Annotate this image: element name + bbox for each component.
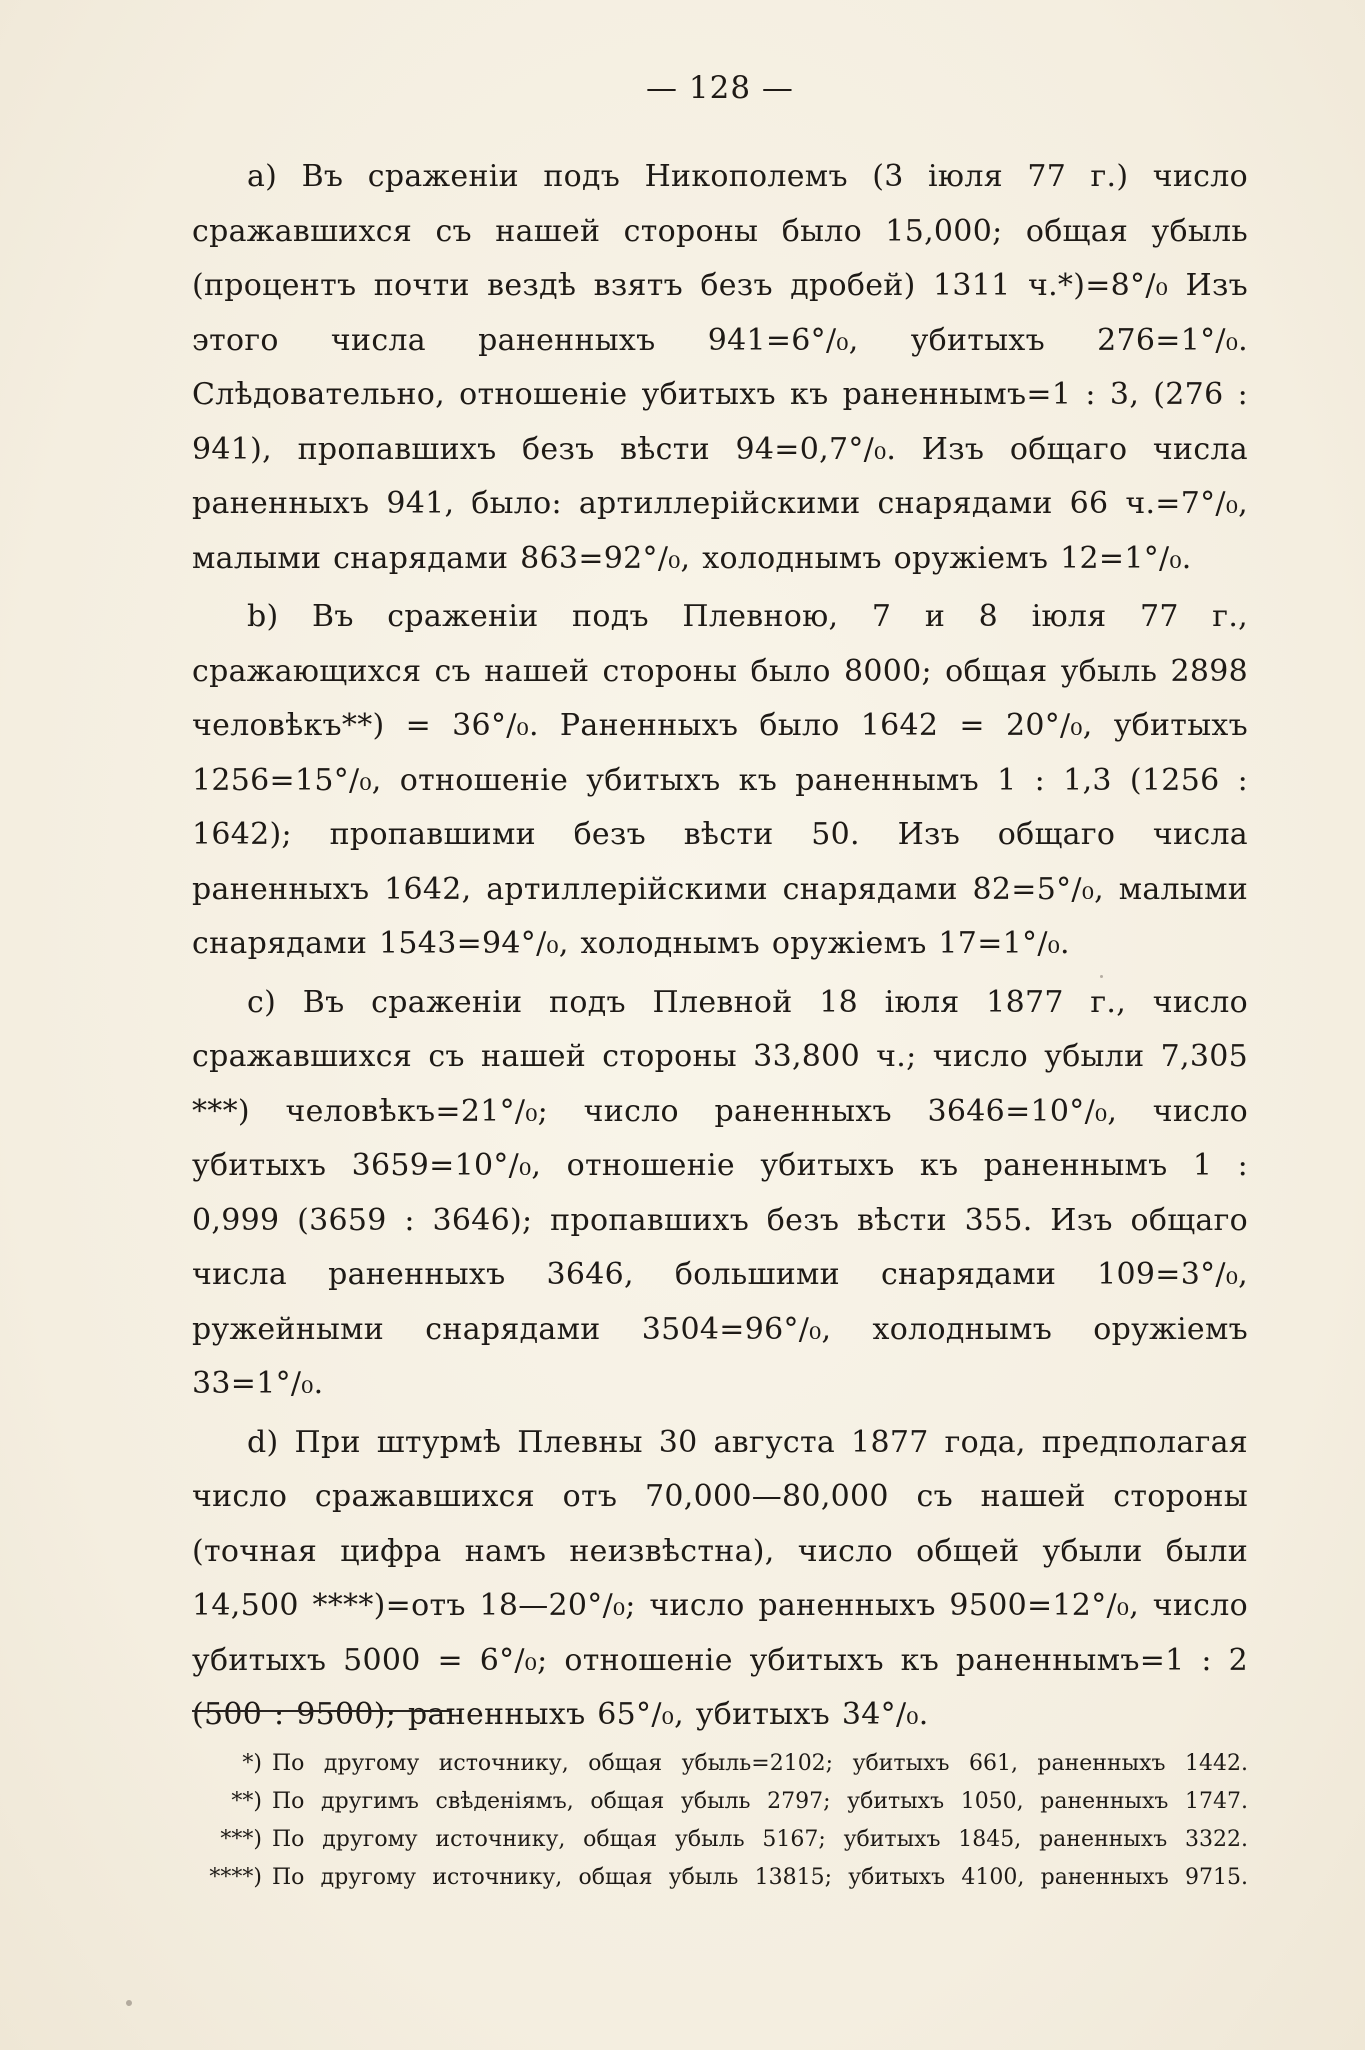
paper-speck (126, 2000, 132, 2006)
footnote-separator (192, 1710, 450, 1712)
paragraph-a: а) Въ сраженіи подъ Никополемъ (3 іюля 77 г.) число сражавшихся съ нашей стороны было 15,000; общая убыль (процентъ почти вездѣ взятъ безъ дробей) 1311 ч.*)=8°/₀ Изъ этого числа раненныхъ 941=6°/₀, убитыхъ 276=1°/₀. Слѣдовательно, отношеніе убитыхъ къ раненнымъ=1 : 3, (276 : 941), пропавшихъ безъ вѣсти 94=0,7°/₀. Изъ общаго числа раненныхъ 941, было: артиллерійскими снарядами 66 ч.=7°/₀, малыми снарядами 863=92°/₀, холоднымъ оружіемъ 12=1°/₀. (192, 159, 1248, 576)
footnote (192, 1783, 1248, 1821)
footnote-mark: **) (231, 1789, 262, 1814)
footnote-text: По другимъ свѣденіямъ, общая убыль 2797; убитыхъ 1050, раненныхъ 1747. (272, 1789, 1248, 1814)
footnote-text: По другому источнику, общая убыль=2102; убитыхъ 661, раненныхъ 1442. (272, 1751, 1248, 1776)
footnote-text: По другому источнику, общая убыль 13815; убитыхъ 4100, раненныхъ 9715. (272, 1865, 1248, 1890)
footnote-mark: ****) (209, 1865, 262, 1890)
paper-speck (1100, 975, 1103, 978)
footnote (192, 1821, 1248, 1859)
footnote-mark: ***) (220, 1827, 262, 1852)
paragraph-c: с) Въ сраженіи подъ Плевной 18 іюля 1877 г., число сражавшихся съ нашей стороны 33,800 ч.; число убыли 7,305 ***) человѣкъ=21°/₀; число раненныхъ 3646=10°/₀, число убитыхъ 3659=10°/₀, отношеніе убитыхъ къ раненнымъ 1 : 0,999 (3659 : 3646); пропавшихъ безъ вѣсти 355. Изъ общаго числа раненныхъ 3646, большими снарядами 109=3°/₀, ружейными снарядами 3504=96°/₀, холоднымъ оружіемъ 33=1°/₀. (192, 984, 1248, 1401)
page-number: — 128 — (646, 70, 794, 106)
footnote (192, 1745, 1248, 1783)
footnote-text: По другому источнику, общая убыль 5167; убитыхъ 1845, раненныхъ 3322. (272, 1827, 1248, 1852)
body-text (192, 150, 1248, 1747)
footnote (192, 1859, 1248, 1897)
footnotes (192, 1745, 1248, 1897)
paragraph-d: d) При штурмѣ Плевны 30 августа 1877 года, предполагая число сражавшихся отъ 70,000—80,000 съ нашей стороны (точная цифра намъ неизвѣстна), число общей убыли были 14,500 ****)=отъ 18—20°/₀; число раненныхъ 9500=12°/₀, число убитыхъ 5000 = 6°/₀; отношеніе убитыхъ къ раненнымъ=1 : 2 (500 : 9500); раненныхъ 65°/₀, убитыхъ 34°/₀. (192, 1424, 1248, 1732)
footnote-mark: *) (242, 1751, 262, 1776)
paragraph-b: b) Въ сраженіи подъ Плевною, 7 и 8 іюля 77 г., сражающихся съ нашей стороны было 8000; общая убыль 2898 человѣкъ**) = 36°/₀. Раненныхъ было 1642 = 20°/₀, убитыхъ 1256=15°/₀, отношеніе убитыхъ къ раненнымъ 1 : 1,3 (1256 : 1642); пропавшими безъ вѣсти 50. Изъ общаго числа раненныхъ 1642, артиллерійскими снарядами 82=5°/₀, малыми снарядами 1543=94°/₀, холоднымъ оружіемъ 17=1°/₀. (192, 599, 1248, 961)
